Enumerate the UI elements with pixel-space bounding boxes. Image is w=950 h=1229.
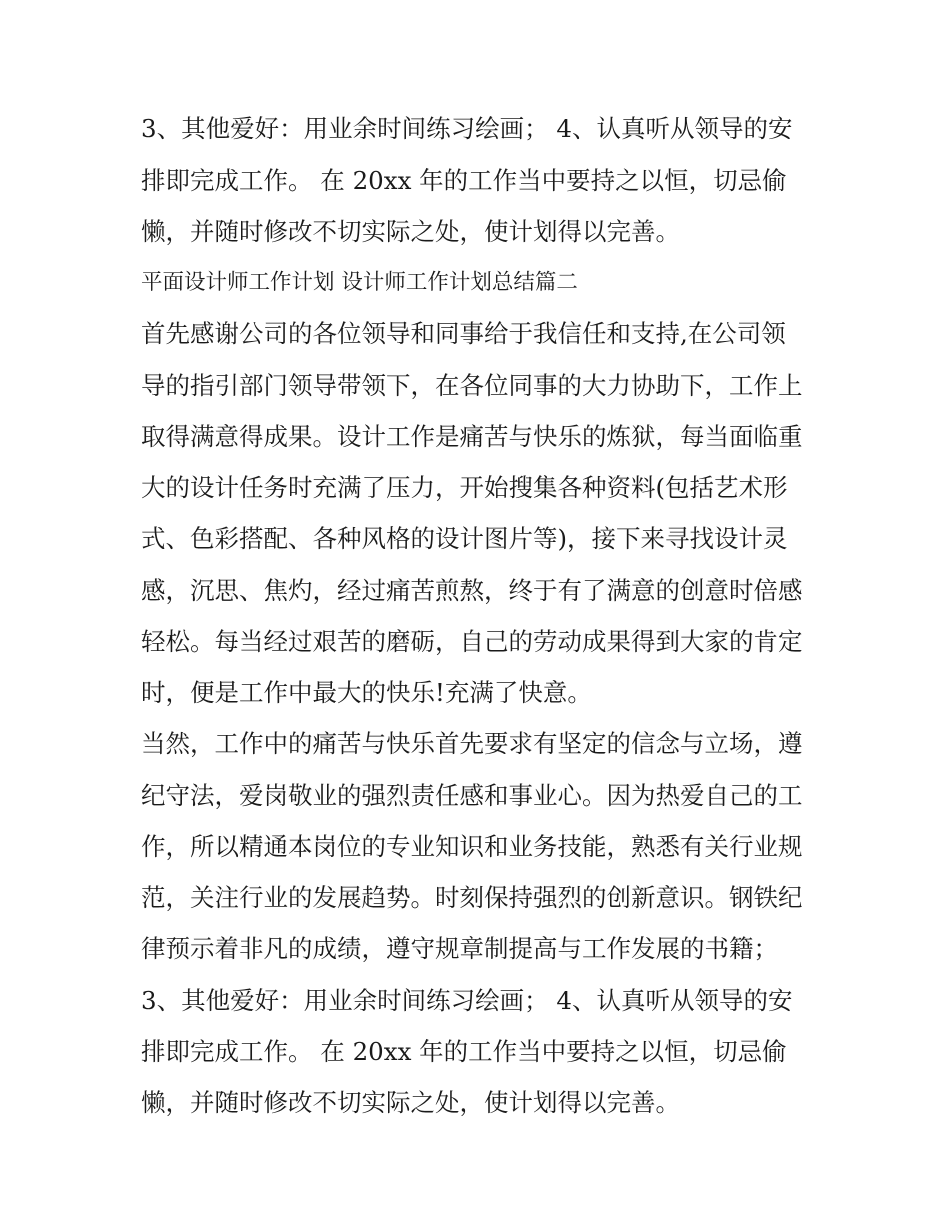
text-line: 感，沉思、焦灼，经过痛苦煎熬，终于有了满意的创意时倍感	[141, 576, 803, 605]
text-line: 范，关注行业的发展趋势。时刻保持强烈的创新意识。钢铁纪	[141, 883, 803, 912]
text-line: 当然，工作中的痛苦与快乐首先要求有坚定的信念与立场，遵	[141, 729, 803, 758]
text-line: 式、色彩搭配、各种风格的设计图片等)，接下来寻找设计灵	[141, 524, 788, 553]
text-line: 轻松。每当经过艰苦的磨砺，自己的劳动成果得到大家的肯定	[141, 627, 803, 656]
text-line: 3、其他爱好：用业余时间练习绘画； 4、认真听从领导的安	[141, 986, 793, 1015]
text-line: 排即完成工作。 在 20xx 年的工作当中要持之以恒，切忌偷	[141, 1037, 787, 1066]
text-line: 作，所以精通本岗位的专业知识和业务技能，熟悉有关行业规	[141, 832, 803, 861]
section-title: 平面设计师工作计划 设计师工作计划总结篇二	[141, 270, 578, 295]
text-line: 懒，并随时修改不切实际之处，使计划得以完善。	[141, 217, 680, 246]
text-line: 律预示着非凡的成绩，遵守规章制提高与工作发展的书籍；	[141, 934, 778, 963]
text-line: 首先感谢公司的各位领导和同事给于我信任和支持,在公司领	[141, 319, 786, 348]
text-line: 纪守法，爱岗敬业的强烈责任感和事业心。因为热爱自己的工	[141, 781, 803, 810]
text-line: 时，便是工作中最大的快乐!充满了快意。	[141, 678, 592, 707]
text-line: 大的设计任务时充满了压力，开始搜集各种资料(包括艺术形	[141, 473, 788, 502]
text-line: 导的指引部门领导带领下，在各位同事的大力协助下，工作上	[141, 371, 803, 400]
text-line: 取得满意得成果。设计工作是痛苦与快乐的炼狱，每当面临重	[141, 422, 803, 451]
text-line: 懒，并随时修改不切实际之处，使计划得以完善。	[141, 1088, 680, 1117]
text-line: 3、其他爱好：用业余时间练习绘画； 4、认真听从领导的安	[141, 114, 793, 143]
text-line: 排即完成工作。 在 20xx 年的工作当中要持之以恒，切忌偷	[141, 166, 787, 195]
